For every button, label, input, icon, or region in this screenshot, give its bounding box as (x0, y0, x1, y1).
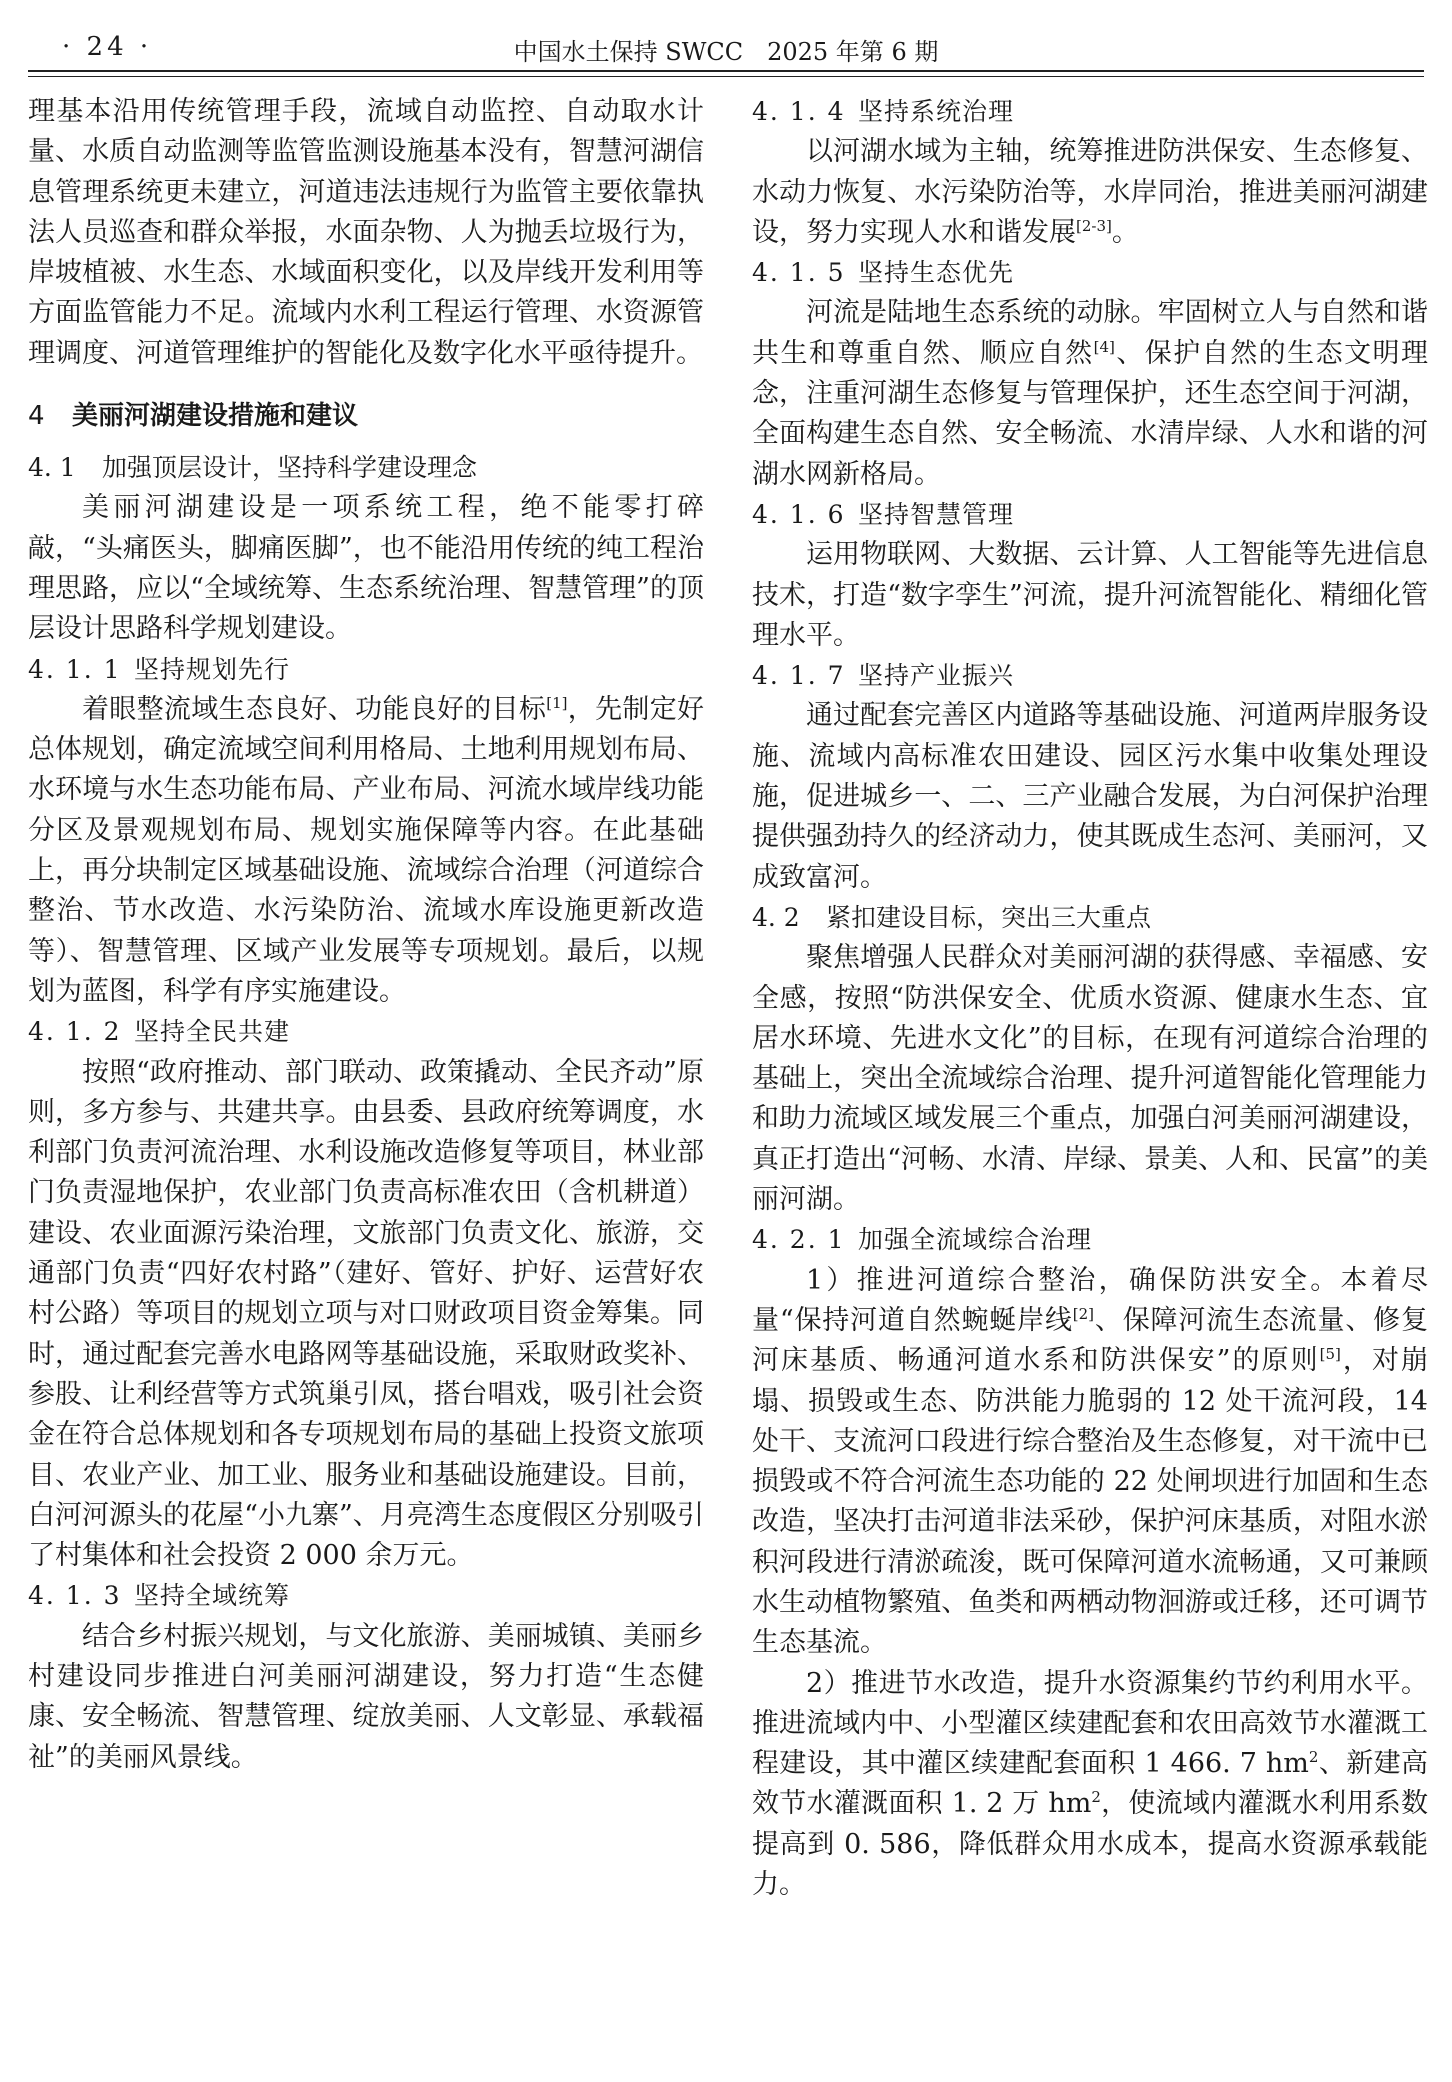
citation-ref[interactable]: [5] (1319, 1345, 1341, 1364)
page-number: · 24 · (62, 32, 153, 62)
paragraph-4-2-1-item-2 (752, 1664, 1428, 1906)
citation-ref[interactable]: [4] (1093, 337, 1115, 356)
text-run: ，使流域内灌溉水利用系数提高到 0. 586，降低群众用水成本，提高水资源承载能力。 (752, 1788, 1428, 1901)
subsection-title: 加强顶层设计，坚持科学建设理念 (102, 453, 478, 483)
text-run: 、保障河流生态流量、修复河床基质、畅通河道水系和防洪保安”的原则 (752, 1304, 1428, 1377)
section-number: 4 (28, 401, 45, 432)
subsubsection-heading-4-1-7 (752, 656, 1428, 696)
subsubsection-number: 4. 1. 5 (752, 258, 846, 288)
subsubsection-title: 坚持规划先行 (134, 654, 291, 684)
subsubsection-number: 4. 1. 6 (752, 499, 846, 529)
subsubsection-title: 加强全流域综合治理 (858, 1225, 1093, 1255)
left-column (28, 92, 704, 2072)
subsubsection-number: 4. 1. 2 (28, 1017, 122, 1047)
text-run: 河流是陆地生态系统的动脉。牢固树立人与自然和谐共生和尊重自然、顺应自然 (752, 297, 1428, 369)
subsubsection-number: 4. 1. 1 (28, 654, 122, 684)
paragraph-4-1-3: 结合乡村振兴规划，与文化旅游、美丽城镇、美丽乡村建设同步推进白河美丽河湖建设，努力打造“生态健康、安全畅流、智慧管理、绽放美丽、人文彰显、承载福祉”的美丽风景线。 (28, 1620, 704, 1773)
paragraph-4-1-5 (752, 293, 1428, 494)
text-run: 。 (1111, 216, 1139, 248)
subsubsection-title: 坚持全民共建 (134, 1017, 291, 1047)
subsubsection-heading-4-2-1 (752, 1220, 1428, 1260)
journal-title: 中国水土保持 SWCC 2025 年第 6 期 (513, 38, 939, 66)
citation-ref[interactable]: [2] (1072, 1304, 1095, 1323)
subsubsection-heading-4-1-6 (752, 495, 1428, 535)
subsection-heading-4-2 (752, 898, 1428, 938)
text-run: 、新建高效节水灌溉面积 1. 2 万 hm (752, 1748, 1428, 1820)
citation-ref[interactable]: [2-3] (1076, 216, 1112, 235)
subsubsection-title: 坚持全域统筹 (134, 1581, 291, 1611)
text-run: 1）推进河道综合整治，确保防洪安全。本着尽量“保持河道自然蜿蜒岸线 (752, 1264, 1428, 1336)
section-heading-4 (28, 396, 704, 436)
paragraph-4-1-2: 按照“政府推动、部门联动、政策撬动、全民齐动”原则，多方参与、共建共享。由县委、县政府统筹调度，水利部门负责河流治理、水利设施改造修复等项目，林业部门负责湿地保护，农业部门负责高标准农田（含机耕道）建设、农业面源污染治理，文旅部门负责文化、旅游，交通部门负责“四好农村路”（建好、管好、护好、运营好农村公路）等项目的规划立项与对口财政项目资金筹集。同时，通过配套完善水电路网等基础设施，采取财政奖补、参股、让利经营等方式筑巢引凤，搭台唱戏，吸引社会资金在符合总体规划和各专项规划布局的基础上投资文旅项目、农业产业、加工业、服务业和基础设施建设。目前，白河河源头的花屋“小九寨”、月亮湾生态度假区分别吸引了村集体和社会投资 2 000 余万元。 (28, 1056, 704, 1572)
superscript-2: 2 (1091, 1788, 1101, 1807)
section-title: 美丽河湖建设措施和建议 (72, 401, 359, 432)
subsection-heading-4-1 (28, 448, 704, 488)
paragraph-4-2-1-item-1 (752, 1261, 1428, 1664)
text-run: ，先制定好总体规划，确定流域空间利用格局、土地利用规划布局、水环境与水生态功能布局、产业布局、河流水域岸线功能分区及景观规划布局、规划实施保障等内容。在此基础上，再分块制定区域基础设施、流域综合治理（河道综合整治、节水改造、水污染防治、流域水库设施更新改造等）、智慧管理、区域产业发展等专项规划。最后，以规划为蓝图，科学有序实施建设。 (28, 693, 704, 1007)
subsection-number: 4. 1 (28, 453, 76, 483)
subsubsection-title: 坚持产业振兴 (858, 661, 1015, 691)
paragraph-4-1-7: 通过配套完善区内道路等基础设施、河道两岸服务设施、流域内高标准农田建设、园区污水集中收集处理设施，促进城乡一、二、三产业融合发展，为白河保护治理提供强劲持久的经济动力，使其既成生态河、美丽河，又成致富河。 (752, 700, 1428, 893)
text-run: 以河湖水域为主轴，统筹推进防洪保安、生态修复、水动力恢复、水污染防治等，水岸同治，推进美丽河湖建设，努力实现人水和谐发展 (752, 136, 1428, 248)
subsubsection-heading-4-1-4 (752, 92, 1428, 132)
paragraph-4-1-6: 运用物联网、大数据、云计算、人工智能等先进信息技术，打造“数字孪生”河流，提升河流智能化、精细化管理水平。 (752, 539, 1428, 651)
text-run: ，对崩塌、损毁或生态、防洪能力脆弱的 12 处干流河段，14 处干、支流河口段进行综合整治及生态修复，对干流中已损毁或不符合河流生态功能的 22 处闸坝进行加固和生态改造，坚决打击河道非法采砂，保护河床基质，对阻水淤积河段进行清淤疏浚，既可保障河道水流畅通，又可兼顾水生动植物繁殖、鱼类和两栖动物洄游或迁移，还可调节生态基流。 (752, 1345, 1428, 1659)
text-run: 2）推进节水改造，提升水资源集约节约利用水平。推进流域内中、小型灌区续建配套和农田高效节水灌溉工程建设，其中灌区续建配套面积 1 466. 7 hm (752, 1667, 1428, 1780)
text-run: 着眼整流域生态良好、功能良好的目标 (82, 693, 547, 725)
paragraph-4-1-4 (752, 132, 1428, 253)
paragraph-4-1: 美丽河湖建设是一项系统工程，绝不能零打碎敲，“头痛医头，脚痛医脚”，也不能沿用传统的纯工程治理思路，应以“全域统筹、生态系统治理、智慧管理”的顶层设计思路科学规划建设。 (28, 492, 704, 645)
text-run: 、保护自然的生态文明理念，注重河湖生态修复与管理保护，还生态空间于河湖，全面构建生态自然、安全畅流、水清岸绿、人水和谐的河湖水网新格局。 (752, 337, 1428, 490)
running-header (28, 20, 1424, 66)
superscript-2: 2 (1308, 1748, 1319, 1767)
right-column (752, 92, 1428, 2072)
subsubsection-number: 4. 1. 7 (752, 661, 846, 691)
subsubsection-heading-4-1-3 (28, 1576, 704, 1616)
subsubsection-number: 4. 1. 4 (752, 97, 846, 126)
subsubsection-heading-4-1-5 (752, 253, 1428, 293)
subsection-number: 4. 2 (752, 902, 800, 932)
subsubsection-heading-4-1-1 (28, 650, 704, 690)
paragraph-4-2: 聚焦增强人民群众对美丽河湖的获得感、幸福感、安全感，按照“防洪保安全、优质水资源、健康水生态、宜居水环境、先进水文化”的目标，在现有河道综合治理的基础上，突出全流域综合治理、提升河道智能化管理能力和助力流域区域发展三个重点，加强白河美丽河湖建设，真正打造出“河畅、水清、岸绿、景美、人和、民富”的美丽河湖。 (752, 942, 1428, 1216)
header-rule-thick (28, 70, 1424, 72)
subsubsection-number: 4. 2. 1 (752, 1225, 846, 1255)
subsubsection-title: 坚持智慧管理 (858, 499, 1015, 529)
subsubsection-title: 坚持系统治理 (858, 97, 1015, 126)
subsection-title: 紧扣建设目标，突出三大重点 (826, 902, 1152, 932)
header-rule-thin (28, 76, 1424, 77)
subsubsection-heading-4-1-2 (28, 1012, 704, 1052)
paragraph-4-1-1 (28, 690, 704, 1012)
paragraph-continued: 理基本沿用传统管理手段，流域自动监控、自动取水计量、水质自动监测等监管监测设施基本没有，智慧河湖信息管理系统更未建立，河道违法违规行为监管主要依靠执法人员巡查和群众举报，水面杂物、人为抛丢垃圾行为，岸坡植被、水生态、水域面积变化，以及岸线开发利用等方面监管能力不足。流域内水利工程运行管理、水资源管理调度、河道管理维护的智能化及数字化水平亟待提升。 (28, 96, 704, 369)
citation-ref[interactable]: [1] (546, 693, 568, 712)
subsubsection-number: 4. 1. 3 (28, 1581, 122, 1611)
subsubsection-title: 坚持生态优先 (858, 258, 1015, 288)
